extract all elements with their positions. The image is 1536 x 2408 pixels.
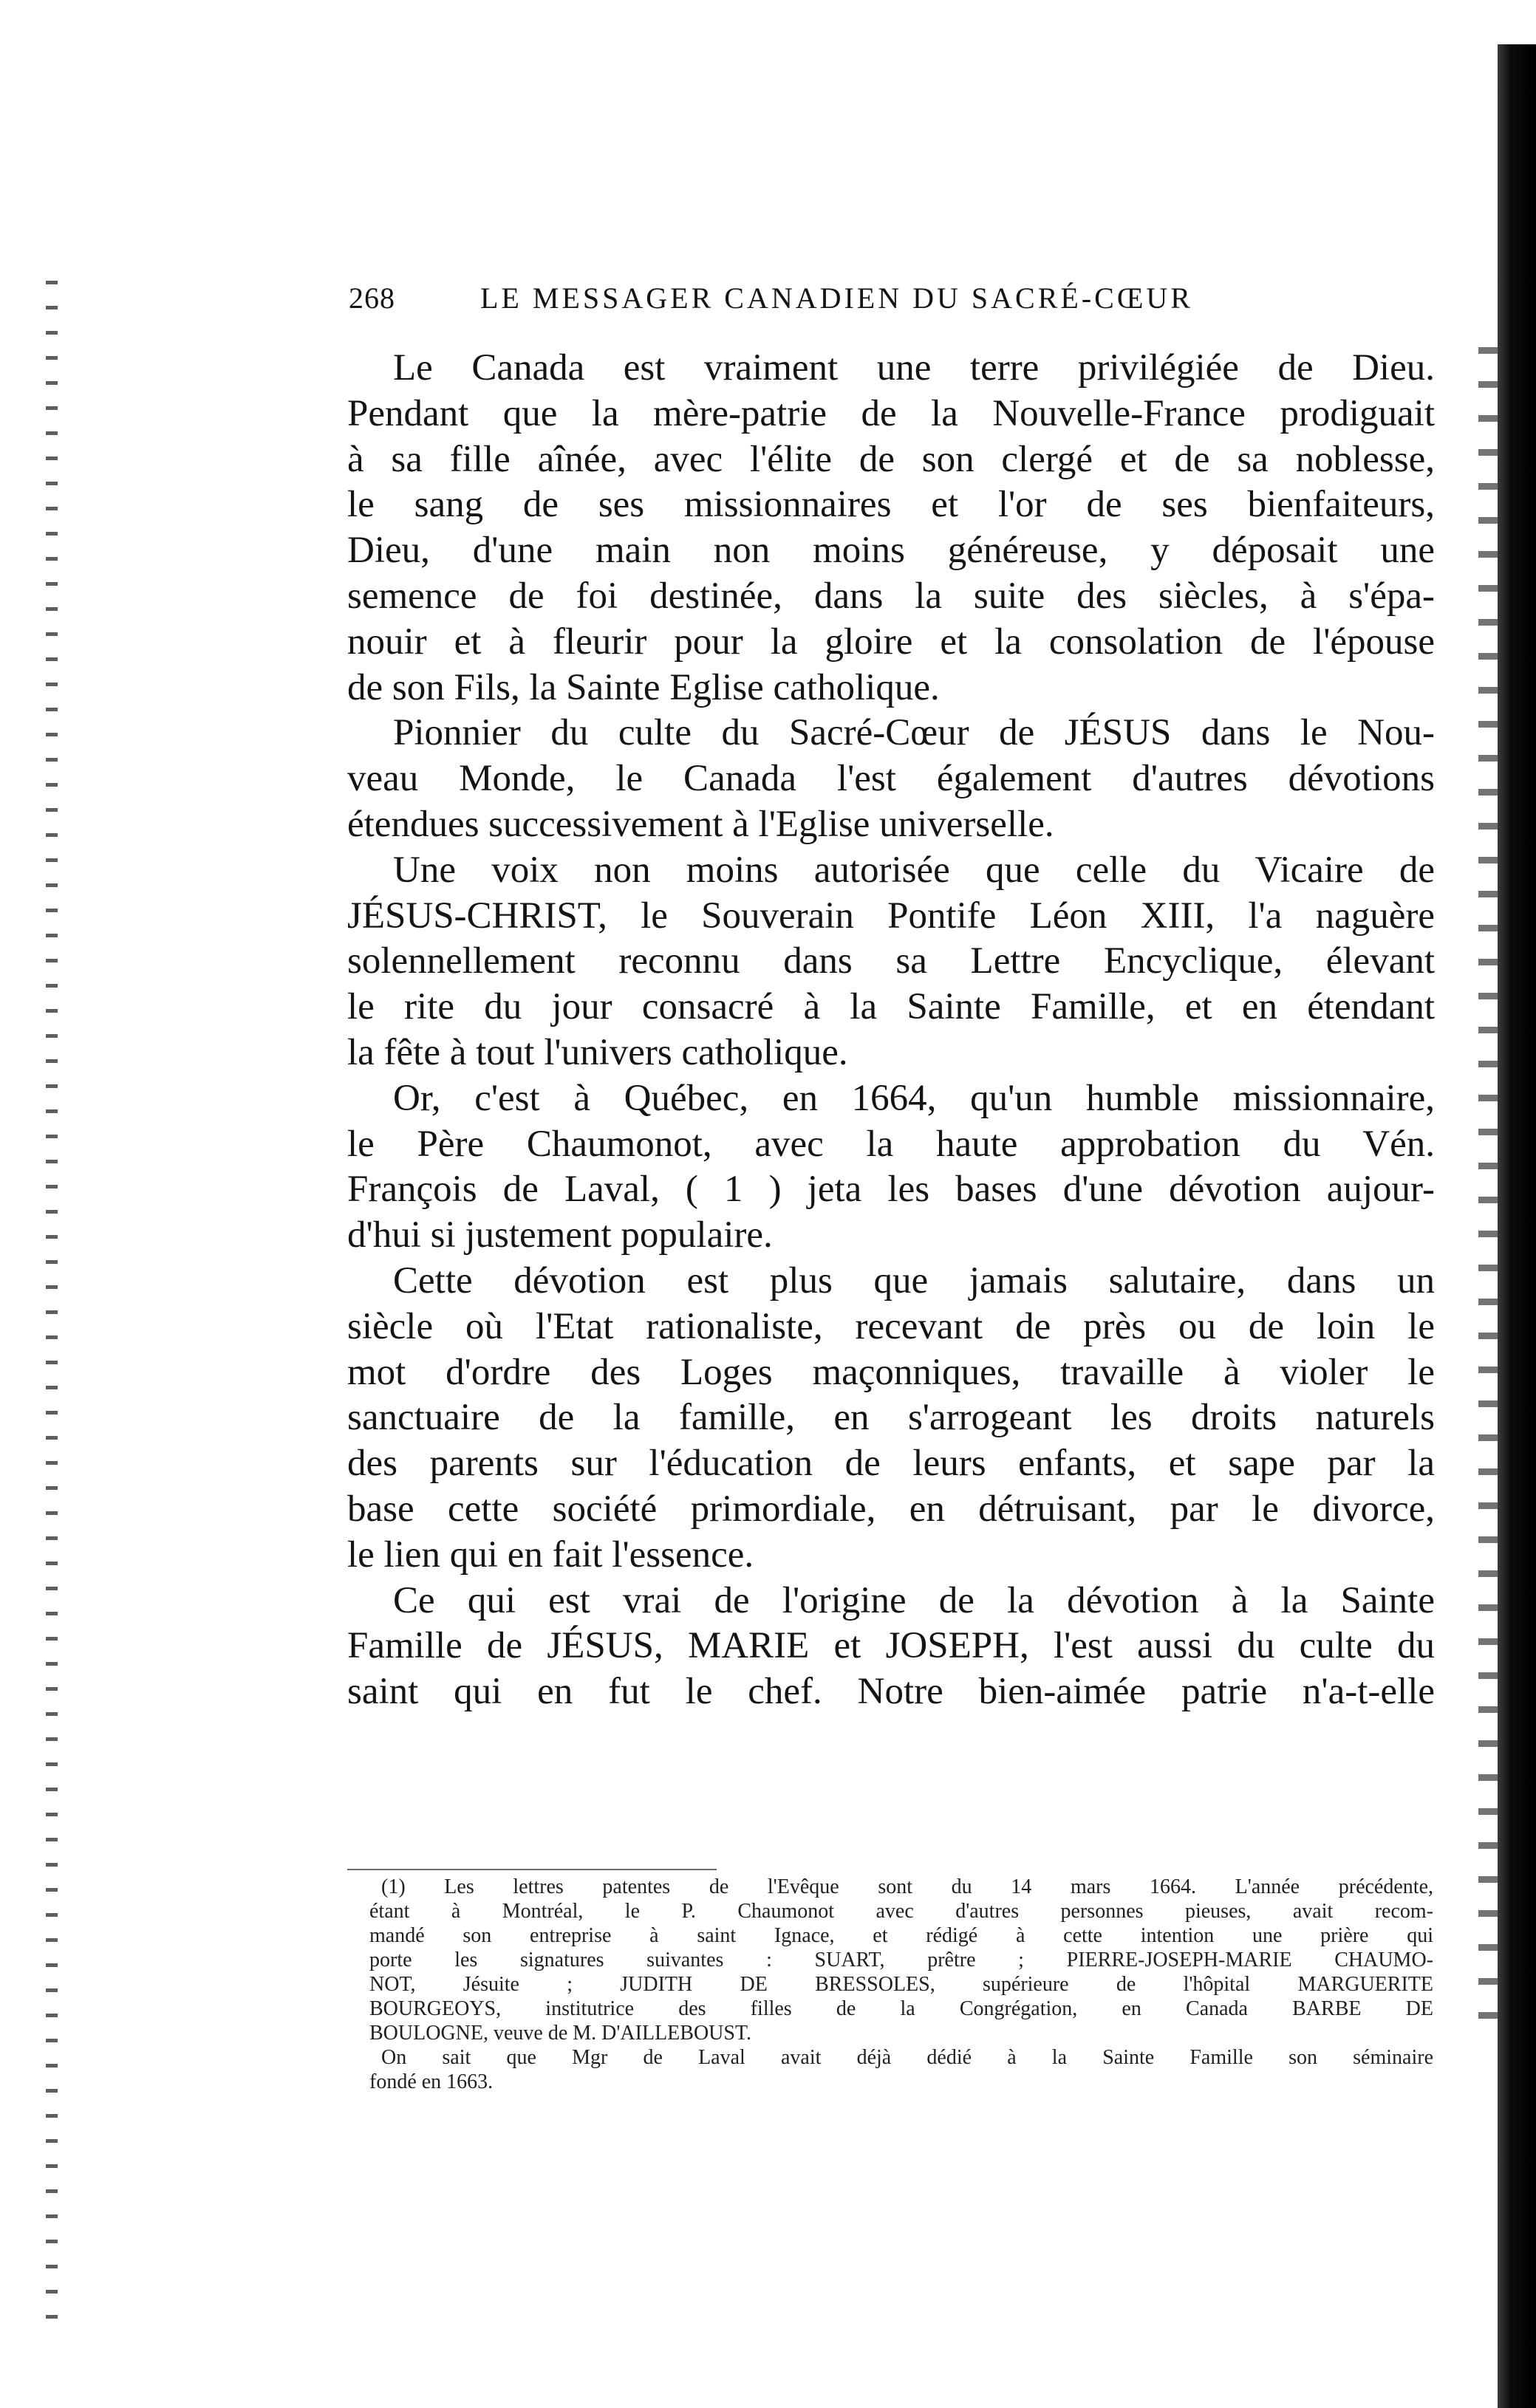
text-line: à sa fille aînée, avec l'élite de son clergé et de sa noblesse,: [347, 438, 1435, 480]
text-line: siècle où l'Etat rationaliste, recevant de près ou de loin le: [347, 1305, 1435, 1347]
text-line: base cette société primordiale, en détruisant, par le divorce,: [347, 1488, 1435, 1530]
text-line: le rite du jour consacré à la Sainte Famille, et en étendant: [347, 986, 1435, 1028]
footnote-line: porte les signatures suivantes : SUART, prêtre ; PIERRE-JOSEPH-MARIE CHAUMO-: [369, 1949, 1433, 1971]
text-line: Le Canada est vraiment une terre privilégiée de Dieu.: [393, 347, 1435, 389]
footnotes: [369, 1875, 1433, 2094]
text-line: semence de foi destinée, dans la suite des siècles, à s'épa-: [347, 575, 1435, 617]
text-line: veau Monde, le Canada l'est également d'autres dévotions: [347, 758, 1435, 800]
footnote-line: étant à Montréal, le P. Chaumonot avec d'autres personnes pieuses, avait recom-: [369, 1900, 1433, 1923]
text-line: François de Laval, ( 1 ) jeta les bases d'une dévotion aujour-: [347, 1169, 1435, 1211]
scan-edge-fray-right: [1478, 347, 1498, 2046]
running-head: LE MESSAGER CANADIEN DU SACRÉ-CŒUR: [480, 281, 1193, 315]
footnote-line: BOULOGNE, veuve de M. D'AILLEBOUST.: [369, 2022, 752, 2045]
text-line: mot d'ordre des Loges maçonniques, travaille à violer le: [347, 1351, 1435, 1393]
text-line: Une voix non moins autorisée que celle du Vicaire de: [393, 849, 1435, 891]
text-line: le Père Chaumonot, avec la haute approbation du Vén.: [347, 1123, 1435, 1165]
footnote-divider: [347, 1869, 717, 1870]
body-text: [347, 346, 1435, 1849]
footnote-line: fondé en 1663.: [369, 2070, 494, 2093]
footnote-line: On sait que Mgr de Laval avait déjà dédié à la Sainte Famille son séminaire: [381, 2046, 1433, 2069]
page-header: [349, 273, 1309, 325]
scan-edge-shadow-right: [1498, 44, 1536, 2408]
text-line: Pendant que la mère-patrie de la Nouvelle-France prodiguait: [347, 392, 1435, 434]
text-line: le sang de ses missionnaires et l'or de ses bienfaiteurs,: [347, 484, 1435, 526]
text-line: JÉSUS-CHRIST, le Souverain Pontife Léon XIII, l'a naguère: [347, 895, 1435, 937]
text-line: sanctuaire de la famille, en s'arrogeant les droits naturels: [347, 1397, 1435, 1439]
text-line: le lien qui en fait l'essence.: [347, 1533, 754, 1576]
footnote-line: BOURGEOYS, institutrice des filles de la Congrégation, en Canada BARBE DE: [369, 1997, 1433, 2020]
text-line: nouir et à fleurir pour la gloire et la consolation de l'épouse: [347, 620, 1435, 663]
scan-edge-marks-left: [46, 281, 58, 2334]
text-line: saint qui en fut le chef. Notre bien-aimée patrie n'a-t-elle: [347, 1671, 1435, 1713]
text-line: Ce qui est vrai de l'origine de la dévotion à la Sainte: [393, 1579, 1435, 1621]
text-line: Cette dévotion est plus que jamais salutaire, dans un: [393, 1259, 1435, 1302]
text-line: des parents sur l'éducation de leurs enfants, et sape par la: [347, 1443, 1435, 1485]
text-line: de son Fils, la Sainte Eglise catholique.: [347, 666, 940, 708]
page-number: 268: [349, 281, 395, 315]
text-line: Famille de JÉSUS, MARIE et JOSEPH, l'est aussi du culte du: [347, 1625, 1435, 1667]
footnote-line: NOT, Jésuite ; JUDITH DE BRESSOLES, supérieure de l'hôpital MARGUERITE: [369, 1973, 1433, 1996]
text-line: d'hui si justement populaire.: [347, 1214, 773, 1256]
text-line: solennellement reconnu dans sa Lettre Encyclique, élevant: [347, 940, 1435, 982]
text-line: la fête à tout l'univers catholique.: [347, 1031, 848, 1073]
text-line: Dieu, d'une main non moins généreuse, y déposait une: [347, 530, 1435, 572]
footnote-line: mandé son entreprise à saint Ignace, et rédigé à cette intention une prière qui: [369, 1924, 1433, 1947]
text-line: Or, c'est à Québec, en 1664, qu'un humble missionnaire,: [393, 1077, 1435, 1119]
text-line: Pionnier du culte du Sacré-Cœur de JÉSUS dans le Nou-: [393, 712, 1435, 754]
text-line: étendues successivement à l'Eglise universelle.: [347, 803, 1054, 845]
footnote-line: (1) Les lettres patentes de l'Evêque sont du 14 mars 1664. L'année précédente,: [381, 1875, 1433, 1898]
